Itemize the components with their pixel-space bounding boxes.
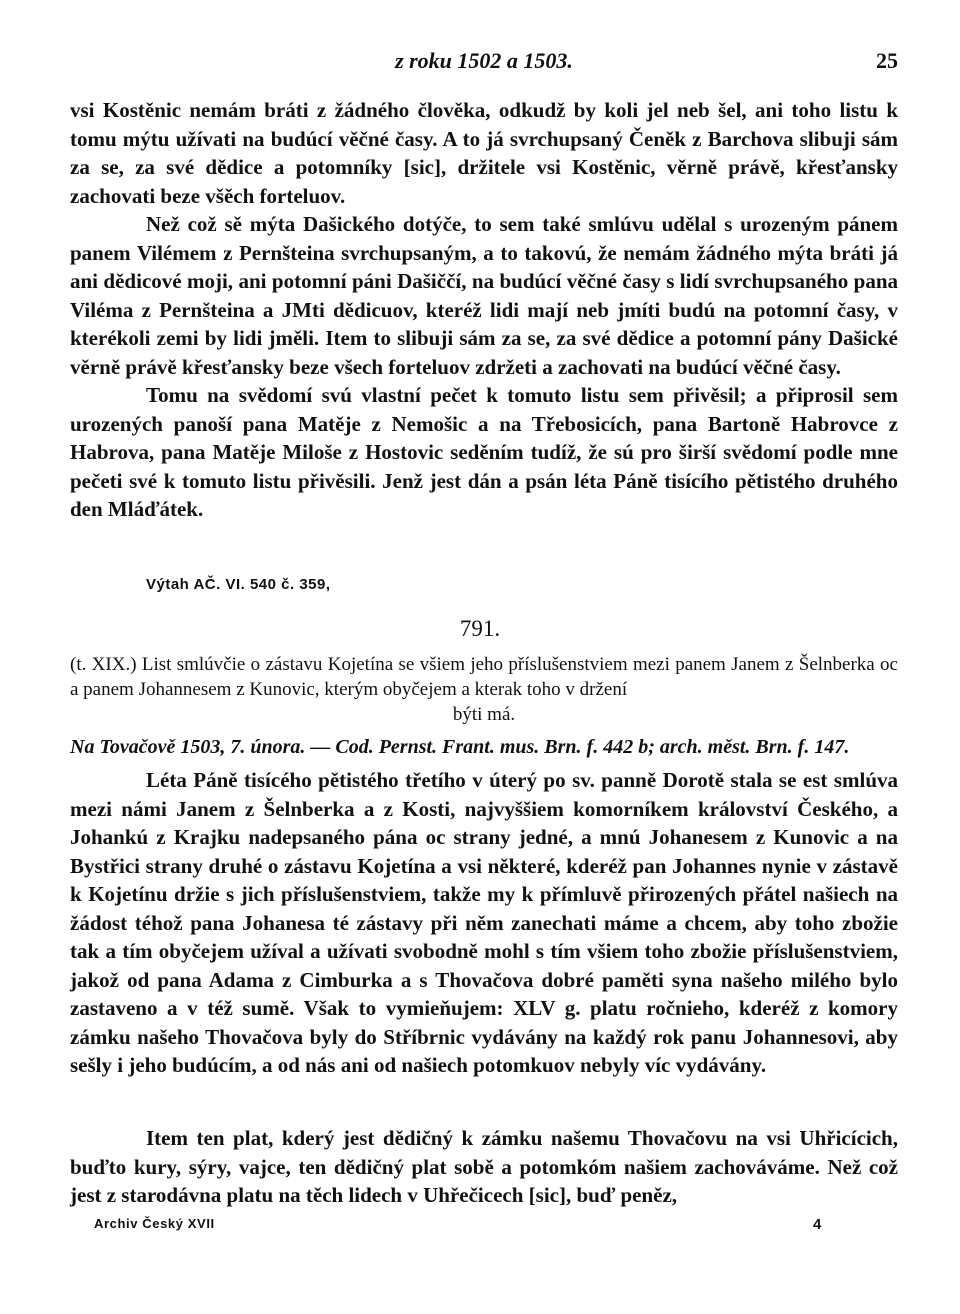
publication-title: Archiv Český XVII (94, 1216, 215, 1231)
page-number: 25 (876, 48, 898, 73)
paragraph: Item ten plat, kderý jest dědičný k zámku našemu Thovačovu na vsi Uhřicícich, buďto kury, sýry, vajce, ten dědičný plat sobě a potomkóm našiem zachováváme. Než což jest z starodávna platu na těch lidech v Uhřečicech [sic], buď peněz, (70, 1126, 898, 1207)
paragraph: Léta Páně tisícého pětistého třetího v úterý po sv. panně Dorotě stala se est smlúva mezi námi Janem z Šelnberka a z Kosti, najvyššiem komorníkem království Českého, a Johankú z Krajku nadepsaného pána oc strany jedné, a mnú Johanesem z Kunovic a na Bystřici strany druhé o zástavu Kojetína a vsi některé, kderéž pan Johannes nynie v zástavě k Kojetínu držie s jich příslušenstviem, takže my k přímluvě přirozených přátel našiech na žádost téhož pana Johanesa té zástavy při něm zanechati máme a chcem, aby toho zbožie tak a tím obyčejem užíval a užívati svobodně mohl s tím všiem toho zbožie příslušenstviem, jakož od pana Adama z Cimburka a s Thovačova dobré paměti syna našeho milého bylo zastaveno a v též sumě. Však to vymieňujem: XLV g. platu ročnieho, kderéž z komory zámku našeho Thovačova byly do Stříbrnic vydávány na každý rok panu Johannesovi, aby sešly i jeho budúcím, a od nás ani od našiech potomkuov nebyly víc vydávány. (70, 768, 898, 1077)
signature-mark: 4 (813, 1216, 822, 1233)
page-header (70, 48, 898, 78)
source-note: Výtah AČ. VI. 540 č. 359, (146, 576, 331, 593)
paragraph: Tomu na svědomí svú vlastní pečet k tomuto listu sem přivěsil; a připrosil sem urozených panoší pana Matěje z Nemošic a na Třebosicích, pana Bartoně Habrovce z Habrova, pana Matěje Miloše z Hostovic seděním tudíž, že sú pro širší svědomí podle mne pečeti své k tomuto listu přivěsili. Jenž jest dán a psán léta Páně tisícího pětistého druhého den Mláďátek. (70, 383, 898, 521)
paragraph: vsi Kostěnic nemám bráti z žádného člověka, odkudž by koli jel neb šel, ani toho listu k tomu mýtu užívati na budúcí věčné časy. A to já svrchupsaný Čeněk z Barchova slibuji sám za se, za své dědice a potomníky [sic], držitele vsi Kostěnic, věrně právě, křesťansky zachovati beze všěch forteluov. (70, 98, 898, 208)
text-block-end (70, 1124, 898, 1210)
document-summary (70, 652, 898, 727)
text-block-top (70, 96, 898, 524)
document-number: 791. (459, 616, 501, 641)
page-footer (94, 1216, 834, 1236)
summary-line: býti má. (452, 704, 516, 725)
paragraph: Než což sě mýta Dašického dotýče, to sem také smlúvu udělal s urozeným pánem panem Vilémem z Pernšteina svrchupsaným, a to takovú, že nemám žádného mýta bráti já ani dědicové moji, ani potomní páni Dašiččí, na budúcí věčné časy s lidí svrchupsaného pana Viléma z Pernšteina a JMti dědicuov, kteréž lidi mají neb jmíti budú na potomní časy, v kterékoli zemi by lidi jměli. Item to slibuji sám za se, za své dědice a potomní pány Dašické věrně právě křesťansky beze všech forteluov zdržeti a zachovati na budúcí věčné časy. (70, 212, 898, 379)
running-title: z roku 1502 a 1503. (395, 48, 573, 73)
text-block-main (70, 766, 898, 1080)
document-citation: Na Tovačově 1503, 7. února. — Cod. Pernst. Frant. mus. Brn. f. 442 b; arch. měst. Brn. f. 147. (70, 736, 850, 758)
summary-line: (t. XIX.) List smlúvčie o zástavu Kojetína se všiem jeho příslušenstviem mezi panem Janem z Šelnberka oc a panem Johannesem z Kunovic, kterým obyčejem a kterak toho v držení (70, 654, 898, 700)
